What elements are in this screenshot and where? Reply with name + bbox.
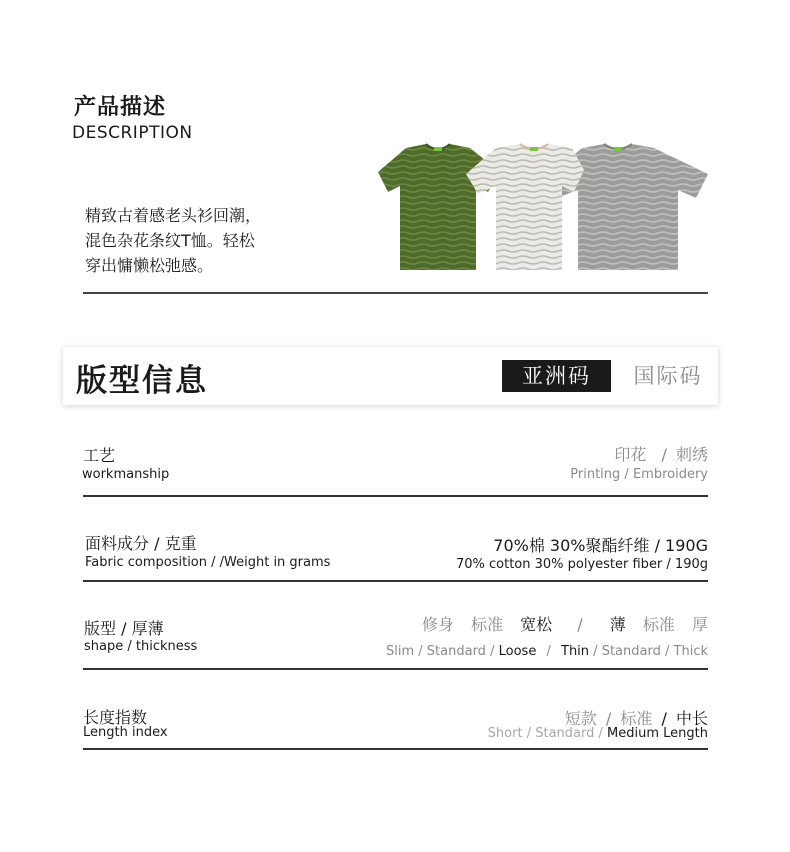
option-loose-cn: 宽松: [520, 615, 553, 634]
row-divider: [83, 748, 708, 750]
option-medium-length-en: Medium Length: [607, 726, 708, 741]
separator: /: [624, 467, 629, 482]
workmanship-label-en: workmanship: [82, 467, 170, 482]
workmanship-options-cn: [614, 442, 708, 465]
option-thin-en: Thin: [561, 644, 590, 659]
row-divider: [83, 668, 708, 670]
option-standard-en: Standard: [535, 726, 595, 741]
tab-asian-size[interactable]: 亚洲码: [502, 360, 611, 392]
option-thick-cn: 厚: [691, 615, 708, 634]
option-slim-en: Slim: [385, 644, 415, 659]
separator: /: [661, 709, 667, 728]
row-divider: [83, 495, 708, 497]
shape-label-en: shape / thickness: [84, 639, 198, 654]
separator: /: [665, 644, 670, 659]
tab-international-size[interactable]: 国际码: [633, 364, 703, 388]
separator: /: [490, 644, 495, 659]
product-image: [378, 140, 710, 272]
row-divider: [83, 580, 708, 582]
option-thick-en: Thick: [673, 644, 708, 659]
fabric-value-en: 70% cotton 30% polyester fiber / 190g: [455, 557, 708, 572]
description-line: 穿出慵懒松弛感。: [85, 256, 214, 275]
option-short-cn: 短款: [564, 709, 597, 728]
fabric-label-cn: 面料成分 / 克重: [85, 534, 197, 553]
option-slim-cn: 修身: [421, 615, 454, 634]
length-label-en: Length index: [83, 725, 168, 740]
description-title-en: DESCRIPTION: [72, 123, 193, 143]
option-short-en: Short: [487, 726, 523, 741]
fabric-label-en: Fabric composition / /Weight in grams: [85, 555, 331, 570]
option-standard2-cn: 标准: [642, 615, 675, 634]
separator: /: [661, 445, 667, 464]
workmanship-options-en: [570, 467, 708, 482]
separator: /: [546, 644, 551, 659]
option-printing-cn: 印花: [614, 445, 647, 464]
option-printing-en: Printing: [570, 467, 621, 482]
option-standard-en: Standard: [426, 644, 486, 659]
separator: /: [577, 615, 583, 634]
fit-info-title: 版型信息: [76, 363, 208, 399]
option-embroidery-cn: 刺绣: [675, 445, 708, 464]
shape-options-en: [386, 644, 708, 659]
description-title-cn: 产品描述: [74, 95, 167, 120]
description-line: 精致古着感老头衫回潮，: [85, 206, 262, 225]
length-label-cn: 长度指数: [83, 708, 148, 727]
fabric-value-cn: 70%棉 30%聚酯纤维 / 190G: [493, 536, 708, 555]
separator: /: [593, 644, 598, 659]
separator: /: [526, 726, 532, 741]
option-loose-en: Loose: [498, 644, 537, 659]
separator: /: [605, 709, 612, 728]
workmanship-label-cn: 工艺: [83, 446, 116, 465]
option-standard2-en: Standard: [601, 644, 661, 659]
separator: /: [418, 644, 423, 659]
length-options-en: [488, 726, 708, 741]
section-divider: [83, 292, 708, 294]
description-text: [85, 203, 365, 278]
separator: /: [598, 726, 603, 741]
shape-label-cn: 版型 / 厚薄: [84, 619, 164, 638]
option-standard-cn: 标准: [620, 709, 653, 728]
option-embroidery-en: Embroidery: [632, 467, 708, 482]
white-tshirt: [466, 144, 584, 270]
shape-options-cn: [422, 612, 708, 635]
option-medium-length-cn: 中长: [675, 709, 708, 728]
option-thin-cn: 薄: [609, 615, 626, 634]
description-line: 混色杂花条纹T恤。轻松: [85, 231, 255, 250]
option-standard-cn: 标准: [471, 615, 504, 634]
